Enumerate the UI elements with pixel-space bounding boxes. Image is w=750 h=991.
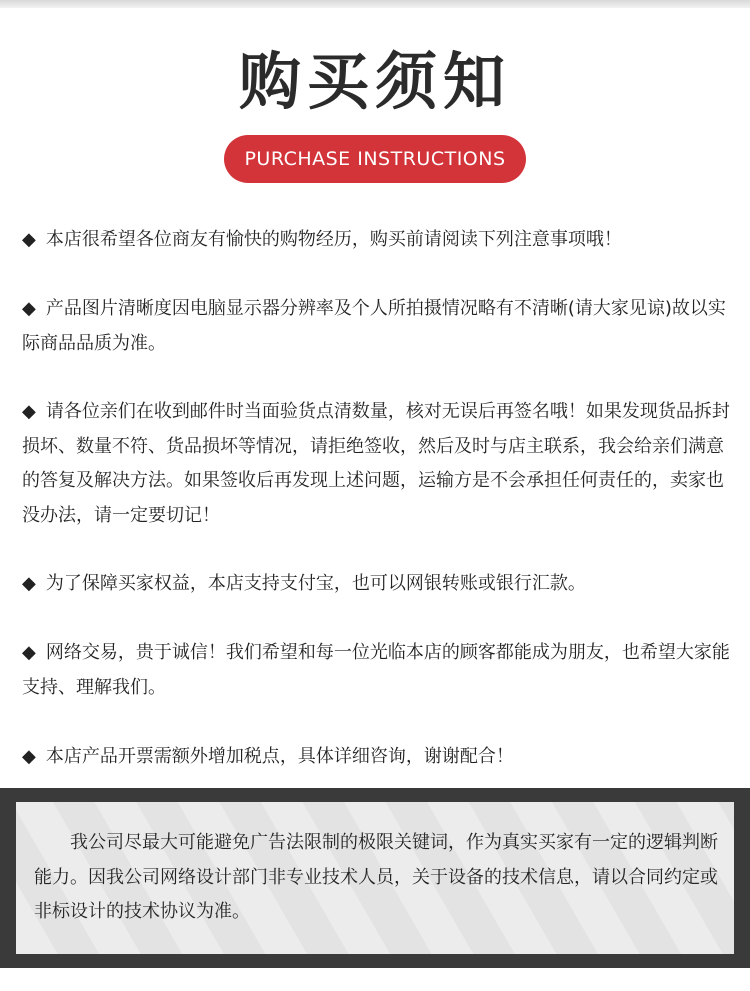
diamond-bullet-icon: ◆	[22, 746, 36, 767]
notice-text: 请各位亲们在收到邮件时当面验货点清数量，核对无误后再签名哦！如果发现货品拆封损坏、数量不符、货品损坏等情况，请拒绝签收，然后及时与店主联系，我会给亲们满意的答复及解决方法。如果签收后再发现上述问题，运输方是不会承担任何责任的，卖家也没办法，请一定要切记！	[22, 401, 730, 526]
notice-text: 网络交易，贵于诚信！我们希望和每一位光临本店的顾客都能成为朋友，也希望大家能支持、理解我们。	[22, 642, 730, 698]
disclaimer-text: 我公司尽最大可能避免广告法限制的极限关键词，作为真实买家有一定的逻辑判断能力。因我公司网络设计部门非专业技术人员，关于设备的技术信息，请以合同约定或非标设计的技术协议为准。	[34, 832, 718, 922]
notice-item	[22, 292, 734, 361]
notice-text: 本店产品开票需额外增加税点，具体详细咨询，谢谢配合！	[45, 746, 514, 767]
page-title: 购买须知	[238, 45, 511, 118]
notice-item	[22, 567, 734, 602]
notice-item	[22, 395, 734, 533]
diamond-bullet-icon: ◆	[22, 642, 36, 663]
disclaimer-frame	[0, 788, 750, 968]
notice-text: 本店很希望各位商友有愉快的购物经历，购买前请阅读下列注意事项哦！	[45, 229, 622, 250]
subtitle-badge: PURCHASE INSTRUCTIONS	[224, 135, 526, 183]
diamond-bullet-icon: ◆	[22, 573, 36, 594]
notice-item	[22, 740, 734, 775]
top-divider	[0, 0, 750, 8]
diamond-bullet-icon: ◆	[22, 298, 36, 319]
notice-text: 为了保障买家权益，本店支持支付宝，也可以网银转账或银行汇款。	[45, 573, 586, 594]
notice-item	[22, 636, 734, 705]
diamond-bullet-icon: ◆	[22, 401, 36, 422]
diamond-bullet-icon: ◆	[22, 229, 36, 250]
disclaimer-panel	[16, 802, 734, 954]
notice-text: 产品图片清晰度因电脑显示器分辨率及个人所拍摄情况略有不清晰(请大家见谅)故以实际商品品质为准。	[22, 298, 726, 354]
notice-item	[22, 223, 734, 258]
